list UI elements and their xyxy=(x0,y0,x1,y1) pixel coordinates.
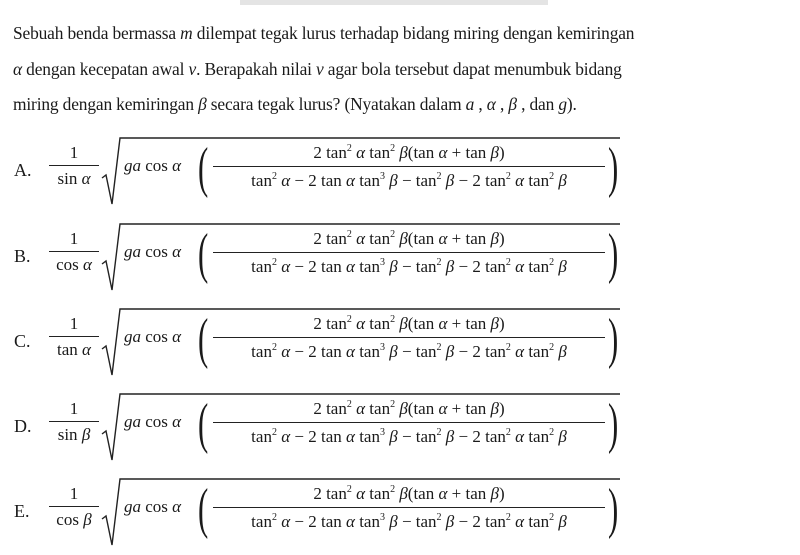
prefix-denominator: sin α xyxy=(57,169,91,189)
fraction-bar xyxy=(213,252,605,253)
answer-option-c[interactable] xyxy=(14,305,634,385)
prefix-denominator: cos β xyxy=(56,510,92,530)
main-fraction xyxy=(213,142,605,192)
prefix-denominator: sin β xyxy=(57,425,91,445)
main-numerator: 2 $\tan^2 \alpha$ $\tan^2 \beta(\tan$ α + tan β) xyxy=(313,314,505,333)
prefix-fraction xyxy=(49,228,99,276)
left-paren: ( xyxy=(198,308,209,370)
answer-option-b[interactable] xyxy=(14,220,634,300)
square-root xyxy=(100,390,620,464)
fraction-bar xyxy=(213,507,605,508)
fraction-bar xyxy=(49,421,99,422)
main-denominator: $\tan^2 \alpha - 2$ tan α $\tan^3 \beta - \tan^2 \beta - 2$ $\tan^2 \alpha$ $\tan^2 \beta$ xyxy=(251,342,567,362)
square-root xyxy=(100,134,620,208)
prefix-denominator: cos α xyxy=(56,255,92,275)
prefix-fraction xyxy=(49,142,99,190)
square-root xyxy=(100,475,620,549)
answer-option-d[interactable] xyxy=(14,390,634,470)
var-a: a xyxy=(465,94,475,114)
fraction-bar xyxy=(213,337,605,338)
fraction-bar xyxy=(49,336,99,337)
prefix-denominator: tan α xyxy=(57,340,91,360)
main-denominator: $\tan^2 \alpha - 2$ tan α $\tan^3 \beta - \tan^2 \beta - 2$ $\tan^2 \alpha$ $\tan^2 \beta$ xyxy=(251,257,567,277)
fraction-bar xyxy=(213,422,605,423)
question-line-3: miring dengan kemiringan β secara tegak lurus? (Nyatakan dalam a , α , β , dan g). xyxy=(13,94,577,114)
right-paren: ) xyxy=(608,308,619,370)
option-label: A. xyxy=(14,160,32,180)
right-paren: ) xyxy=(608,478,619,540)
question-line-1: Sebuah benda bermassa m dilempat tegak lurus terhadap bidang miring dengan kemiringan xyxy=(13,23,635,43)
main-fraction xyxy=(213,483,605,533)
main-numerator: 2 $\tan^2 \alpha$ $\tan^2 \beta(\tan$ α + tan β) xyxy=(313,229,505,248)
main-numerator: 2 $\tan^2 \alpha$ $\tan^2 \beta(\tan$ α + tan β) xyxy=(313,484,505,503)
fraction-bar xyxy=(49,506,99,507)
question-text xyxy=(13,16,785,123)
main-fraction xyxy=(213,313,605,363)
prefix-numerator: 1 xyxy=(69,143,79,162)
var-v: v xyxy=(188,58,197,79)
main-fraction xyxy=(213,228,605,278)
prefix-fraction xyxy=(49,313,99,361)
main-denominator: $\tan^2 \alpha - 2$ tan α $\tan^3 \beta - \tan^2 \beta - 2$ $\tan^2 \alpha$ $\tan^2 \beta$ xyxy=(251,512,567,532)
prefix-numerator: 1 xyxy=(69,314,79,333)
square-root xyxy=(100,305,620,379)
left-paren: ( xyxy=(198,223,209,285)
var-m: m xyxy=(180,23,193,43)
prefix-numerator: 1 xyxy=(69,229,79,248)
prefix-numerator: 1 xyxy=(69,484,79,503)
prefix-numerator: 1 xyxy=(69,399,79,418)
main-denominator: $\tan^2 \alpha - 2$ tan α $\tan^3 \beta - \tan^2 \beta - 2$ $\tan^2 \alpha$ $\tan^2 \beta$ xyxy=(251,171,567,191)
option-label: C. xyxy=(14,331,31,351)
radicand-prefix: ga cos α xyxy=(124,242,182,261)
option-label: D. xyxy=(14,416,32,436)
radicand-prefix: ga cos α xyxy=(124,497,182,516)
main-fraction xyxy=(213,398,605,448)
prefix-fraction xyxy=(49,398,99,446)
radicand-prefix: ga cos α xyxy=(124,327,182,346)
var-g: g xyxy=(558,94,567,114)
right-paren: ) xyxy=(608,137,619,199)
square-root xyxy=(100,220,620,294)
main-numerator: 2 $\tan^2 \alpha$ $\tan^2 \beta(\tan$ α + tan β) xyxy=(313,143,505,162)
answer-option-e[interactable] xyxy=(14,475,634,555)
radicand-prefix: ga cos α xyxy=(124,412,182,431)
right-paren: ) xyxy=(608,223,619,285)
question-line-2: α dengan kecepatan awal v. Berapakah nilai v agar bola tersebut dapat menumbuk bidang xyxy=(13,58,622,79)
prefix-fraction xyxy=(49,483,99,531)
right-paren: ) xyxy=(608,393,619,455)
var-v: v xyxy=(316,58,324,79)
fraction-bar xyxy=(213,166,605,167)
left-paren: ( xyxy=(198,478,209,540)
var-alpha: α xyxy=(13,58,22,79)
left-paren: ( xyxy=(198,137,209,199)
fraction-bar xyxy=(49,165,99,166)
main-numerator: 2 $\tan^2 \alpha$ $\tan^2 \beta(\tan$ α + tan β) xyxy=(313,399,505,418)
var-beta: β xyxy=(508,94,517,114)
answer-option-a[interactable] xyxy=(14,134,634,214)
radicand-prefix: ga cos α xyxy=(124,156,182,175)
main-denominator: $\tan^2 \alpha - 2$ tan α $\tan^3 \beta - \tan^2 \beta - 2$ $\tan^2 \alpha$ $\tan^2 \beta$ xyxy=(251,427,567,447)
left-paren: ( xyxy=(198,393,209,455)
option-label: E. xyxy=(14,501,30,521)
option-label: B. xyxy=(14,246,31,266)
fraction-bar xyxy=(49,251,99,252)
var-beta: β xyxy=(198,94,207,114)
top-scrollbar xyxy=(240,0,548,5)
var-alpha: α xyxy=(486,94,496,114)
